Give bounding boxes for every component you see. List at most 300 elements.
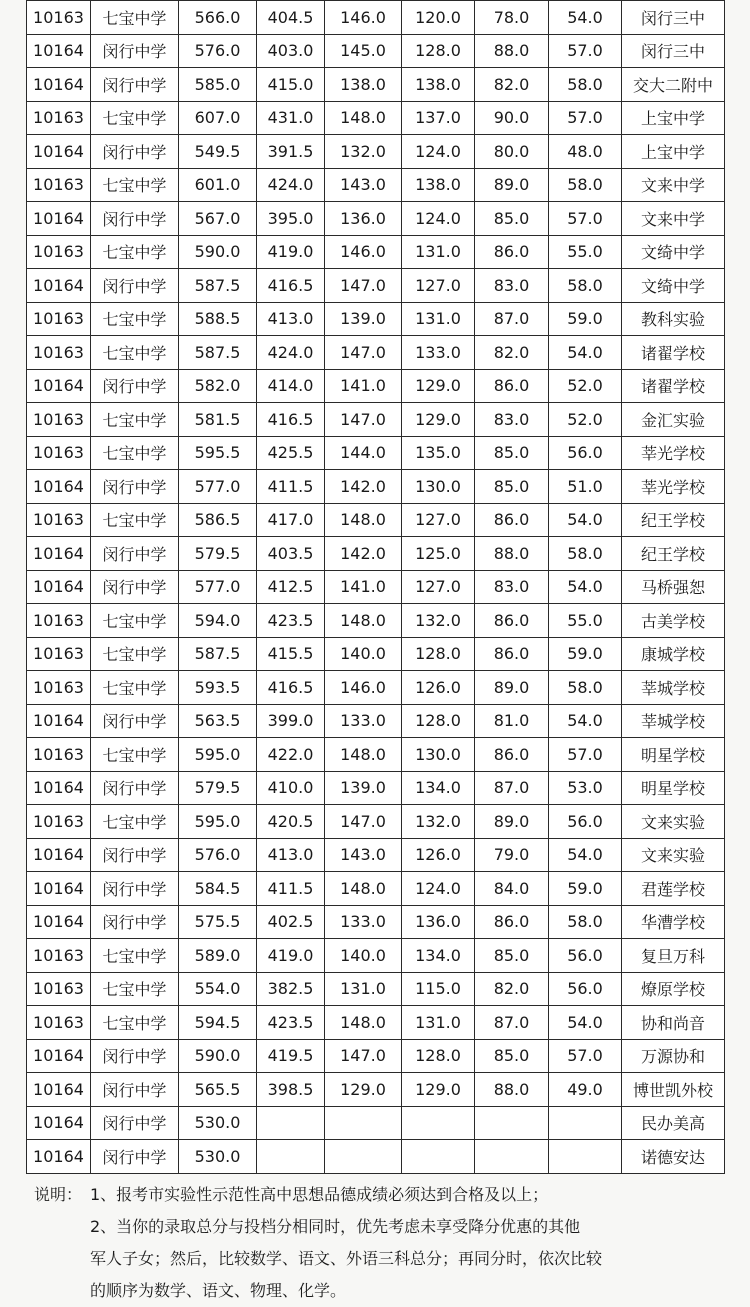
score-cell-a: 419.0 (257, 939, 325, 973)
score-cell-a: 416.5 (257, 671, 325, 705)
score-cell-b: 141.0 (325, 369, 402, 403)
score-cell-b: 146.0 (325, 235, 402, 269)
score-cell-c (402, 1106, 475, 1140)
school-name-cell: 七宝中学 (91, 235, 179, 269)
score-cell-d: 89.0 (475, 805, 549, 839)
school-name-cell: 闵行中学 (91, 838, 179, 872)
score-cell-a: 404.5 (257, 1, 325, 35)
score-cell-b: 143.0 (325, 838, 402, 872)
total-score-cell: 587.5 (179, 637, 257, 671)
score-cell-a: 419.5 (257, 1039, 325, 1073)
score-cell-e: 55.0 (549, 235, 622, 269)
score-cell-a: 412.5 (257, 570, 325, 604)
score-cell-e: 52.0 (549, 403, 622, 437)
school-code-cell: 10164 (27, 1039, 91, 1073)
score-cell-b: 147.0 (325, 269, 402, 303)
table-row (27, 939, 725, 973)
score-cell-b: 144.0 (325, 436, 402, 470)
table-row (27, 972, 725, 1006)
score-cell-a (257, 1106, 325, 1140)
score-cell-d: 85.0 (475, 202, 549, 236)
score-cell-d: 79.0 (475, 838, 549, 872)
score-cell-a: 424.0 (257, 168, 325, 202)
score-cell-c: 132.0 (402, 604, 475, 638)
score-cell-b: 131.0 (325, 972, 402, 1006)
school-name-cell: 闵行中学 (91, 269, 179, 303)
score-cell-b: 133.0 (325, 905, 402, 939)
score-cell-c: 126.0 (402, 671, 475, 705)
score-cell-c: 130.0 (402, 738, 475, 772)
score-cell-e: 56.0 (549, 939, 622, 973)
school-name-cell: 闵行中学 (91, 537, 179, 571)
school-name-cell: 七宝中学 (91, 805, 179, 839)
table-row (27, 1073, 725, 1107)
score-cell-a (257, 1140, 325, 1174)
note-item-1: 1、报考市实验性示范性高中思想品德成绩必须达到合格及以上； (90, 1185, 549, 1204)
school-name-cell: 七宝中学 (91, 738, 179, 772)
score-cell-c: 138.0 (402, 168, 475, 202)
note-item-2-line-1: 2、当你的录取总分与投档分相同时，优先考虑未享受降分优惠的其他 (90, 1217, 581, 1236)
score-cell-b: 148.0 (325, 101, 402, 135)
score-cell-e: 59.0 (549, 302, 622, 336)
school-code-cell: 10164 (27, 704, 91, 738)
middle-school-cell: 燎原学校 (622, 972, 725, 1006)
score-cell-c: 131.0 (402, 235, 475, 269)
table-row (27, 1106, 725, 1140)
score-cell-b: 133.0 (325, 704, 402, 738)
middle-school-cell: 莘城学校 (622, 704, 725, 738)
school-name-cell: 闵行中学 (91, 872, 179, 906)
total-score-cell: 577.0 (179, 470, 257, 504)
total-score-cell: 584.5 (179, 872, 257, 906)
score-cell-c: 124.0 (402, 872, 475, 906)
score-cell-c: 134.0 (402, 939, 475, 973)
middle-school-cell: 上宝中学 (622, 135, 725, 169)
school-code-cell: 10164 (27, 1106, 91, 1140)
score-cell-d: 87.0 (475, 771, 549, 805)
score-cell-a: 413.0 (257, 838, 325, 872)
school-name-cell: 七宝中学 (91, 403, 179, 437)
score-cell-b: 148.0 (325, 872, 402, 906)
score-cell-b (325, 1106, 402, 1140)
table-row (27, 235, 725, 269)
school-code-cell: 10163 (27, 939, 91, 973)
total-score-cell: 567.0 (179, 202, 257, 236)
school-name-cell: 闵行中学 (91, 1073, 179, 1107)
school-code-cell: 10163 (27, 503, 91, 537)
middle-school-cell: 民办美高 (622, 1106, 725, 1140)
total-score-cell: 594.0 (179, 604, 257, 638)
score-cell-a: 411.5 (257, 470, 325, 504)
table-row (27, 704, 725, 738)
score-cell-c: 131.0 (402, 1006, 475, 1040)
table-row (27, 269, 725, 303)
score-cell-d: 90.0 (475, 101, 549, 135)
score-cell-e: 54.0 (549, 503, 622, 537)
school-code-cell: 10164 (27, 68, 91, 102)
score-cell-c: 127.0 (402, 503, 475, 537)
middle-school-cell: 莘城学校 (622, 671, 725, 705)
score-cell-e: 57.0 (549, 1039, 622, 1073)
score-cell-a: 402.5 (257, 905, 325, 939)
total-score-cell: 576.0 (179, 838, 257, 872)
middle-school-cell: 文来实验 (622, 805, 725, 839)
score-cell-a: 382.5 (257, 972, 325, 1006)
table-row (27, 604, 725, 638)
score-cell-a: 425.5 (257, 436, 325, 470)
total-score-cell: 607.0 (179, 101, 257, 135)
score-cell-a: 431.0 (257, 101, 325, 135)
school-name-cell: 闵行中学 (91, 369, 179, 403)
total-score-cell: 579.5 (179, 537, 257, 571)
score-cell-d: 88.0 (475, 1073, 549, 1107)
school-code-cell: 10164 (27, 537, 91, 571)
score-cell-e: 54.0 (549, 838, 622, 872)
score-cell-b: 146.0 (325, 1, 402, 35)
school-name-cell: 闵行中学 (91, 905, 179, 939)
score-cell-d: 87.0 (475, 302, 549, 336)
middle-school-cell: 闵行三中 (622, 1, 725, 35)
school-name-cell: 七宝中学 (91, 939, 179, 973)
score-cell-e: 58.0 (549, 537, 622, 571)
score-cell-e: 48.0 (549, 135, 622, 169)
school-name-cell: 七宝中学 (91, 972, 179, 1006)
school-name-cell: 七宝中学 (91, 1, 179, 35)
score-cell-d: 81.0 (475, 704, 549, 738)
total-score-cell: 554.0 (179, 972, 257, 1006)
score-cell-e: 57.0 (549, 34, 622, 68)
total-score-cell: 587.5 (179, 336, 257, 370)
table-row (27, 537, 725, 571)
school-code-cell: 10163 (27, 336, 91, 370)
school-code-cell: 10163 (27, 637, 91, 671)
school-code-cell: 10163 (27, 671, 91, 705)
score-cell-d: 83.0 (475, 570, 549, 604)
middle-school-cell: 协和尚音 (622, 1006, 725, 1040)
score-cell-b: 142.0 (325, 470, 402, 504)
score-cell-c: 124.0 (402, 135, 475, 169)
score-cell-d: 86.0 (475, 369, 549, 403)
score-cell-a: 415.0 (257, 68, 325, 102)
score-cell-d: 86.0 (475, 235, 549, 269)
score-cell-a: 411.5 (257, 872, 325, 906)
school-name-cell: 七宝中学 (91, 671, 179, 705)
total-score-cell: 601.0 (179, 168, 257, 202)
score-cell-b: 147.0 (325, 805, 402, 839)
score-cell-e (549, 1140, 622, 1174)
score-cell-d: 82.0 (475, 972, 549, 1006)
middle-school-cell: 文绮中学 (622, 235, 725, 269)
table-row (27, 671, 725, 705)
school-name-cell: 七宝中学 (91, 101, 179, 135)
score-cell-d: 86.0 (475, 503, 549, 537)
total-score-cell: 577.0 (179, 570, 257, 604)
total-score-cell: 590.0 (179, 235, 257, 269)
score-cell-b: 139.0 (325, 302, 402, 336)
score-cell-a: 415.5 (257, 637, 325, 671)
table-row (27, 570, 725, 604)
score-cell-b: 145.0 (325, 34, 402, 68)
note-item-2-line-2: 军人子女；然后，比较数学、语文、外语三科总分；再同分时，依次比较 (90, 1249, 603, 1268)
score-cell-d: 86.0 (475, 905, 549, 939)
school-code-cell: 10163 (27, 436, 91, 470)
school-name-cell: 七宝中学 (91, 436, 179, 470)
score-cell-a: 417.0 (257, 503, 325, 537)
notes-section (34, 1179, 724, 1307)
score-cell-d: 88.0 (475, 537, 549, 571)
score-cell-d (475, 1140, 549, 1174)
score-cell-b: 129.0 (325, 1073, 402, 1107)
score-cell-e: 54.0 (549, 336, 622, 370)
total-score-cell: 589.0 (179, 939, 257, 973)
score-cell-c: 137.0 (402, 101, 475, 135)
table-row (27, 1140, 725, 1174)
middle-school-cell: 金汇实验 (622, 403, 725, 437)
score-cell-d: 89.0 (475, 671, 549, 705)
score-cell-b: 139.0 (325, 771, 402, 805)
score-cell-d: 85.0 (475, 470, 549, 504)
school-code-cell: 10163 (27, 1006, 91, 1040)
table-row (27, 470, 725, 504)
school-name-cell: 七宝中学 (91, 302, 179, 336)
score-cell-e: 57.0 (549, 101, 622, 135)
total-score-cell: 588.5 (179, 302, 257, 336)
total-score-cell: 530.0 (179, 1106, 257, 1140)
school-name-cell: 闵行中学 (91, 68, 179, 102)
score-cell-a: 423.5 (257, 1006, 325, 1040)
score-cell-e (549, 1106, 622, 1140)
score-cell-a: 424.0 (257, 336, 325, 370)
table-row (27, 168, 725, 202)
school-name-cell: 七宝中学 (91, 637, 179, 671)
total-score-cell: 595.0 (179, 805, 257, 839)
score-cell-e: 52.0 (549, 369, 622, 403)
school-name-cell: 七宝中学 (91, 503, 179, 537)
score-cell-d: 83.0 (475, 403, 549, 437)
middle-school-cell: 复旦万科 (622, 939, 725, 973)
school-name-cell: 七宝中学 (91, 1006, 179, 1040)
school-code-cell: 10164 (27, 369, 91, 403)
score-cell-c: 126.0 (402, 838, 475, 872)
score-cell-c: 115.0 (402, 972, 475, 1006)
school-code-cell: 10163 (27, 1, 91, 35)
school-code-cell: 10163 (27, 805, 91, 839)
score-cell-d: 86.0 (475, 738, 549, 772)
score-cell-b: 148.0 (325, 503, 402, 537)
score-cell-d: 85.0 (475, 1039, 549, 1073)
table-row (27, 202, 725, 236)
score-cell-a: 395.0 (257, 202, 325, 236)
school-name-cell: 闵行中学 (91, 202, 179, 236)
total-score-cell: 595.5 (179, 436, 257, 470)
school-name-cell: 七宝中学 (91, 604, 179, 638)
table-row (27, 838, 725, 872)
score-cell-d: 88.0 (475, 34, 549, 68)
table-row (27, 771, 725, 805)
school-name-cell: 闵行中学 (91, 34, 179, 68)
total-score-cell: 566.0 (179, 1, 257, 35)
total-score-cell: 565.5 (179, 1073, 257, 1107)
score-cell-a: 416.5 (257, 269, 325, 303)
school-code-cell: 10164 (27, 202, 91, 236)
score-cell-a: 416.5 (257, 403, 325, 437)
score-cell-e: 54.0 (549, 570, 622, 604)
school-code-cell: 10164 (27, 570, 91, 604)
school-name-cell: 闵行中学 (91, 1140, 179, 1174)
score-cell-a: 403.5 (257, 537, 325, 571)
table-row (27, 101, 725, 135)
score-cell-c: 135.0 (402, 436, 475, 470)
score-cell-d: 86.0 (475, 604, 549, 638)
middle-school-cell: 马桥强恕 (622, 570, 725, 604)
table-row (27, 403, 725, 437)
table-row (27, 872, 725, 906)
score-cell-b: 148.0 (325, 1006, 402, 1040)
score-cell-d: 89.0 (475, 168, 549, 202)
middle-school-cell: 康城学校 (622, 637, 725, 671)
school-name-cell: 闵行中学 (91, 570, 179, 604)
score-cell-c: 128.0 (402, 637, 475, 671)
score-cell-d: 84.0 (475, 872, 549, 906)
score-cell-e: 56.0 (549, 436, 622, 470)
school-code-cell: 10164 (27, 470, 91, 504)
total-score-cell: 587.5 (179, 269, 257, 303)
middle-school-cell: 文来中学 (622, 168, 725, 202)
score-cell-e: 59.0 (549, 637, 622, 671)
score-cell-e: 54.0 (549, 1006, 622, 1040)
score-cell-a: 420.5 (257, 805, 325, 839)
score-cell-a: 414.0 (257, 369, 325, 403)
score-cell-e: 55.0 (549, 604, 622, 638)
middle-school-cell: 教科实验 (622, 302, 725, 336)
score-cell-b (325, 1140, 402, 1174)
table-row (27, 135, 725, 169)
score-cell-d: 87.0 (475, 1006, 549, 1040)
score-cell-e: 58.0 (549, 269, 622, 303)
middle-school-cell: 莘光学校 (622, 436, 725, 470)
score-cell-e: 53.0 (549, 771, 622, 805)
score-cell-d (475, 1106, 549, 1140)
score-cell-c: 134.0 (402, 771, 475, 805)
score-cell-c: 125.0 (402, 537, 475, 571)
school-name-cell: 闵行中学 (91, 771, 179, 805)
school-code-cell: 10164 (27, 269, 91, 303)
table-row (27, 302, 725, 336)
admission-score-table (26, 0, 725, 1174)
middle-school-cell: 纪王学校 (622, 537, 725, 571)
score-cell-c: 124.0 (402, 202, 475, 236)
total-score-cell: 590.0 (179, 1039, 257, 1073)
note-item-2-line-3: 的顺序为数学、语文、物理、化学。 (90, 1281, 347, 1300)
middle-school-cell: 君莲学校 (622, 872, 725, 906)
score-cell-b: 138.0 (325, 68, 402, 102)
notes-label: 说明： (34, 1185, 83, 1204)
score-cell-c: 120.0 (402, 1, 475, 35)
school-code-cell: 10164 (27, 1073, 91, 1107)
score-cell-b: 142.0 (325, 537, 402, 571)
school-code-cell: 10164 (27, 905, 91, 939)
score-cell-a: 403.0 (257, 34, 325, 68)
middle-school-cell: 明星学校 (622, 738, 725, 772)
school-code-cell: 10163 (27, 604, 91, 638)
score-cell-a: 413.0 (257, 302, 325, 336)
middle-school-cell: 诺德安达 (622, 1140, 725, 1174)
table-row (27, 1, 725, 35)
score-cell-b: 147.0 (325, 1039, 402, 1073)
score-cell-c: 131.0 (402, 302, 475, 336)
score-cell-a: 410.0 (257, 771, 325, 805)
total-score-cell: 575.5 (179, 905, 257, 939)
school-name-cell: 闵行中学 (91, 470, 179, 504)
score-cell-e: 54.0 (549, 1, 622, 35)
school-code-cell: 10163 (27, 403, 91, 437)
score-cell-b: 140.0 (325, 637, 402, 671)
score-cell-c: 128.0 (402, 704, 475, 738)
table-row (27, 503, 725, 537)
table-row (27, 738, 725, 772)
score-cell-d: 85.0 (475, 939, 549, 973)
score-cell-c: 132.0 (402, 805, 475, 839)
table-row (27, 436, 725, 470)
score-cell-c: 129.0 (402, 369, 475, 403)
score-cell-a: 391.5 (257, 135, 325, 169)
total-score-cell: 585.0 (179, 68, 257, 102)
score-cell-e: 58.0 (549, 68, 622, 102)
score-cell-b: 146.0 (325, 671, 402, 705)
school-code-cell: 10164 (27, 34, 91, 68)
school-code-cell: 10164 (27, 872, 91, 906)
total-score-cell: 576.0 (179, 34, 257, 68)
score-cell-d: 83.0 (475, 269, 549, 303)
score-cell-d: 86.0 (475, 637, 549, 671)
middle-school-cell: 莘光学校 (622, 470, 725, 504)
school-code-cell: 10164 (27, 135, 91, 169)
score-cell-c: 136.0 (402, 905, 475, 939)
score-cell-e: 49.0 (549, 1073, 622, 1107)
score-cell-b: 141.0 (325, 570, 402, 604)
table-row (27, 1006, 725, 1040)
score-cell-b: 147.0 (325, 403, 402, 437)
score-cell-b: 148.0 (325, 738, 402, 772)
school-code-cell: 10164 (27, 838, 91, 872)
score-cell-a: 399.0 (257, 704, 325, 738)
middle-school-cell: 博世凯外校 (622, 1073, 725, 1107)
score-cell-e: 57.0 (549, 202, 622, 236)
score-cell-d: 82.0 (475, 336, 549, 370)
score-cell-c: 138.0 (402, 68, 475, 102)
score-cell-d: 80.0 (475, 135, 549, 169)
table-row (27, 336, 725, 370)
school-name-cell: 闵行中学 (91, 1039, 179, 1073)
table-row (27, 637, 725, 671)
score-cell-c: 129.0 (402, 1073, 475, 1107)
score-cell-a: 419.0 (257, 235, 325, 269)
middle-school-cell: 纪王学校 (622, 503, 725, 537)
score-cell-e: 56.0 (549, 805, 622, 839)
score-cell-e: 58.0 (549, 671, 622, 705)
score-cell-a: 423.5 (257, 604, 325, 638)
total-score-cell: 586.5 (179, 503, 257, 537)
school-name-cell: 七宝中学 (91, 168, 179, 202)
table-body (27, 1, 725, 1174)
total-score-cell: 549.5 (179, 135, 257, 169)
score-cell-e: 54.0 (549, 704, 622, 738)
score-cell-e: 58.0 (549, 905, 622, 939)
middle-school-cell: 上宝中学 (622, 101, 725, 135)
score-cell-a: 422.0 (257, 738, 325, 772)
middle-school-cell: 诸翟学校 (622, 336, 725, 370)
table-row (27, 905, 725, 939)
